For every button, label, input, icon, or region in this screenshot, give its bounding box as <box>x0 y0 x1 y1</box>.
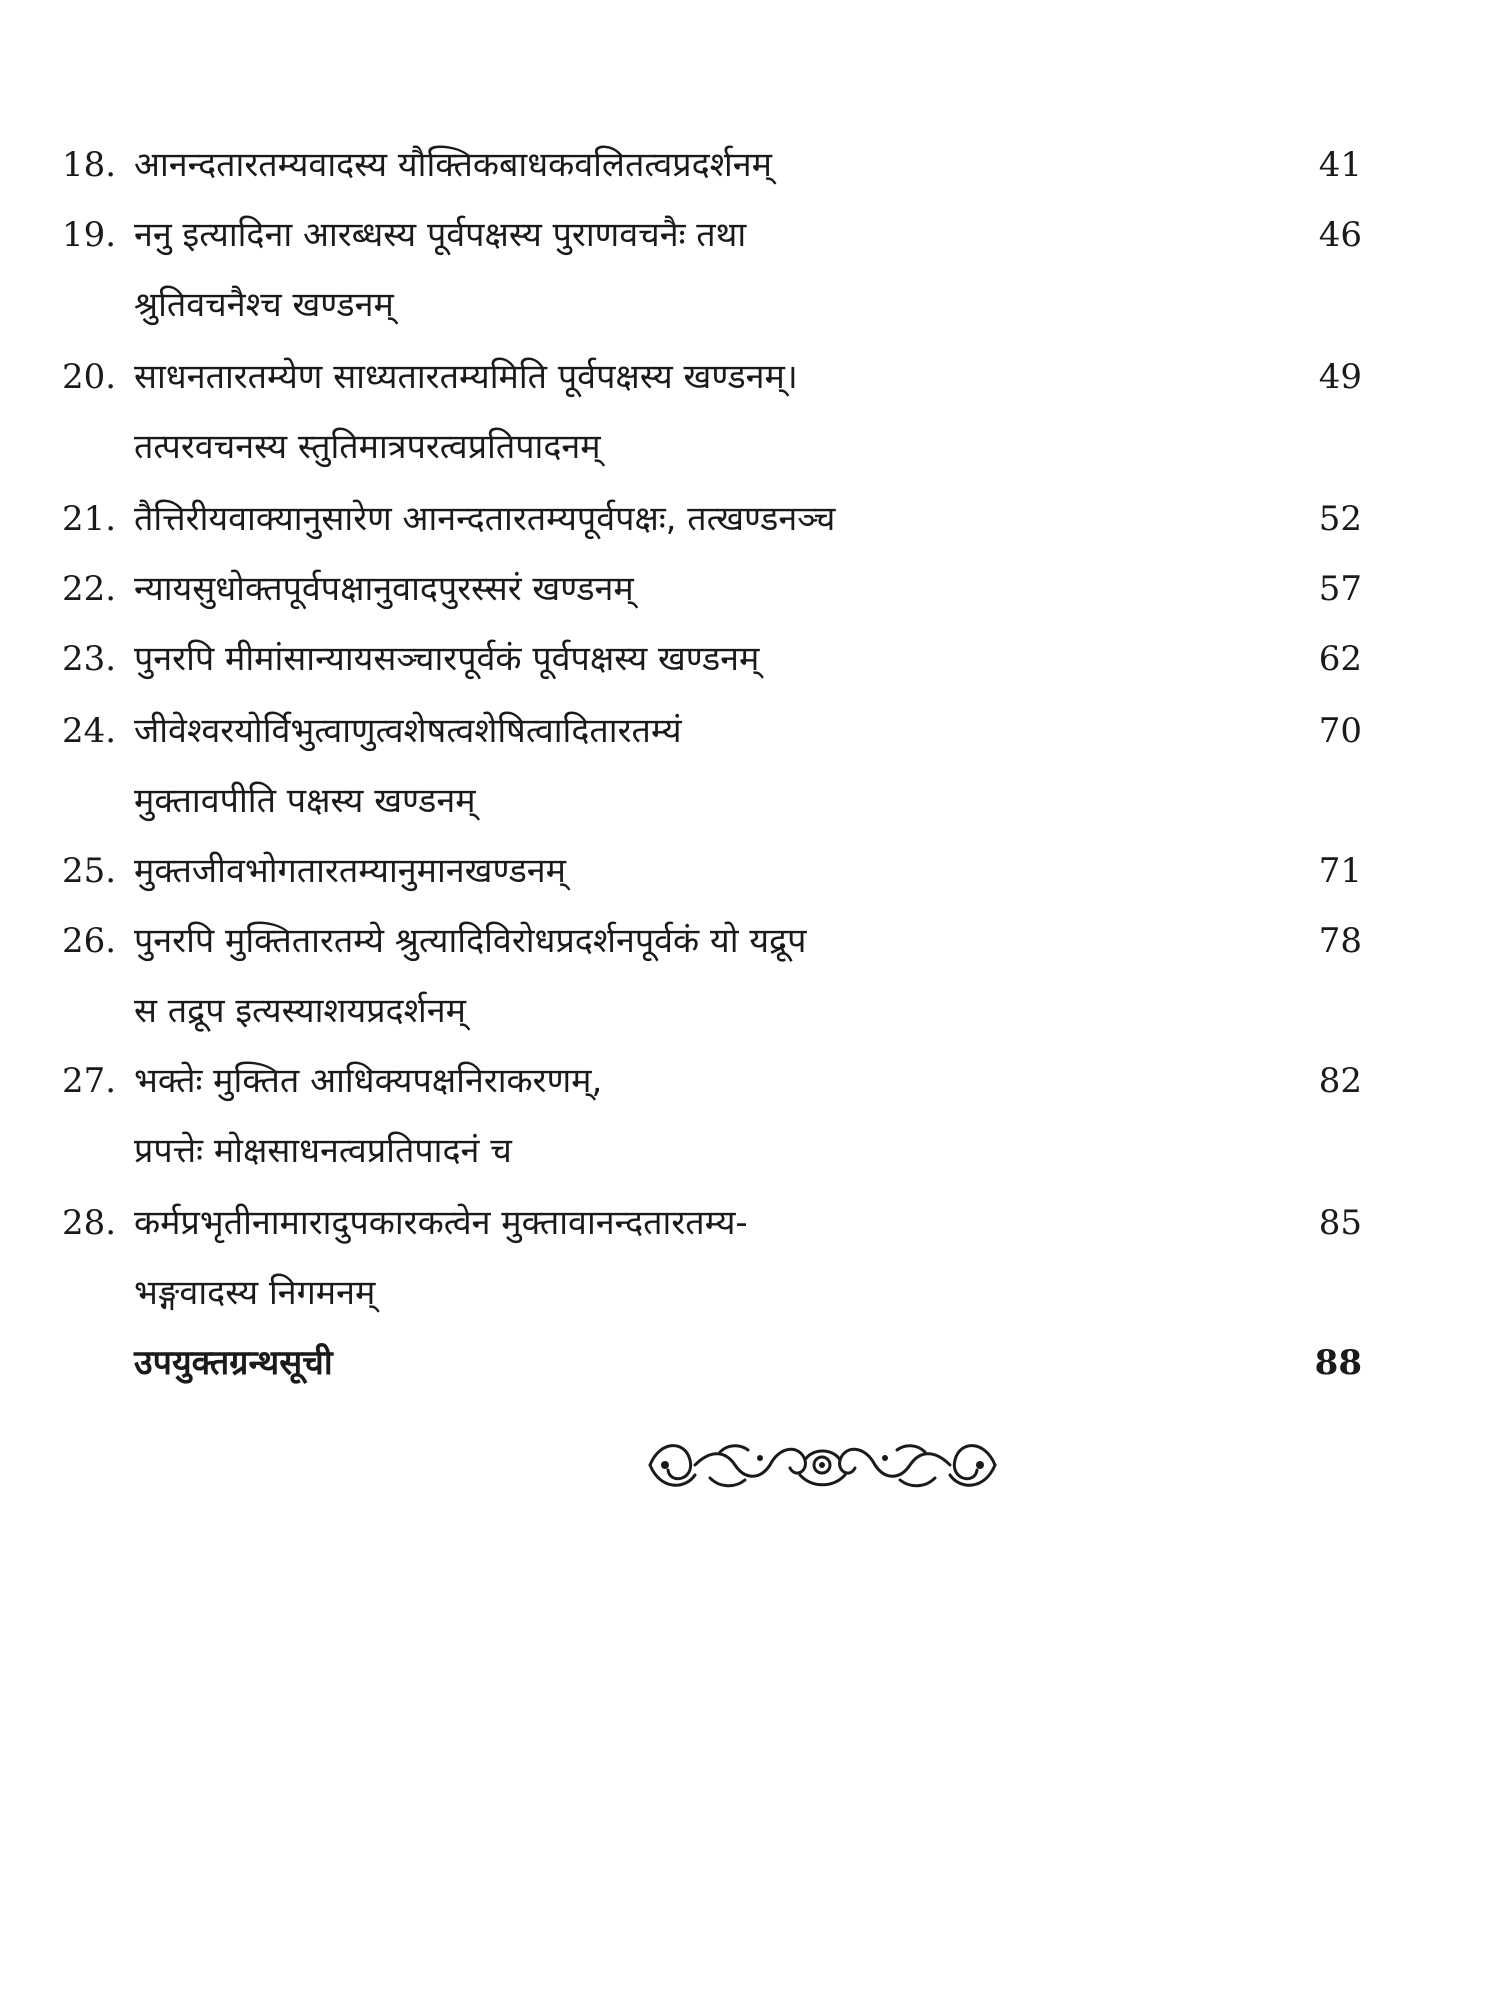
table-of-contents <box>62 140 1362 1388</box>
entry-title <box>134 140 1134 190</box>
entry-title <box>134 1056 1134 1176</box>
entry-page-number: 52 <box>1318 499 1362 539</box>
toc-entry-28 <box>62 1198 1362 1318</box>
bibliography-page-number: 88 <box>1314 1343 1362 1383</box>
entry-number: 20. <box>62 357 117 397</box>
entry-number: 25. <box>62 851 117 891</box>
toc-entry-24 <box>62 706 1362 826</box>
entry-title-line: पुनरपि मीमांसान्यायसञ्चारपूर्वकं पूर्वपक्षस्य खण्डनम् <box>134 639 760 679</box>
entry-title-line: स तद्रूप इत्यस्याशयप्रदर्शनम् <box>134 991 466 1031</box>
entry-page-number: 49 <box>1318 357 1362 397</box>
entry-title <box>134 210 1134 330</box>
toc-entry-21 <box>62 494 1362 544</box>
entry-title-line: भङ्गवादस्य निगमनम् <box>134 1273 376 1313</box>
toc-entry-22 <box>62 564 1362 614</box>
entry-page-number: 82 <box>1318 1061 1362 1101</box>
entry-title-line: तत्परवचनस्य स्तुतिमात्रपरत्वप्रतिपादनम् <box>134 427 601 467</box>
toc-entry-20 <box>62 352 1362 472</box>
entry-title-line: श्रुतिवचनैश्च खण्डनम् <box>134 285 394 325</box>
entry-title <box>134 706 1134 826</box>
entry-title <box>134 846 1134 896</box>
entry-page-number: 71 <box>1318 851 1362 891</box>
toc-entry-19 <box>62 210 1362 330</box>
entry-number: 21. <box>62 499 117 539</box>
entry-title-line: जीवेश्वरयोर्विभुत्वाणुत्वशेषत्वशेषित्वादितारतम्यं <box>134 711 682 751</box>
entry-title-line: ननु इत्यादिना आरब्धस्य पूर्वपक्षस्य पुराणवचनैः तथा <box>134 215 747 255</box>
floral-divider-ornament-icon <box>640 1430 1005 1500</box>
entry-number: 28. <box>62 1203 117 1243</box>
toc-entry-bibliography <box>62 1338 1362 1388</box>
entry-title-line: भक्तेः मुक्तित आधिक्यपक्षनिराकरणम्, <box>134 1061 603 1101</box>
entry-title <box>134 352 1134 472</box>
bibliography-label: उपयुक्तग्रन्थसूची <box>134 1343 333 1383</box>
entry-number: 18. <box>62 145 117 185</box>
entry-page-number: 78 <box>1318 921 1362 961</box>
entry-page-number: 57 <box>1318 569 1362 609</box>
toc-entry-23 <box>62 634 1362 684</box>
toc-entry-26 <box>62 916 1362 1036</box>
entry-title-line: मुक्तावपीति पक्षस्य खण्डनम् <box>134 781 476 821</box>
entry-page-number: 41 <box>1318 145 1362 185</box>
toc-entry-27 <box>62 1056 1362 1176</box>
entry-title-line: तैत्तिरीयवाक्यानुसारेण आनन्दतारतम्यपूर्वपक्षः, तत्खण्डनञ्च <box>134 499 836 539</box>
entry-number: 24. <box>62 711 117 751</box>
entry-number: 27. <box>62 1061 117 1101</box>
entry-number: 23. <box>62 639 117 679</box>
entry-page-number: 85 <box>1318 1203 1362 1243</box>
entry-number: 26. <box>62 921 117 961</box>
entry-title <box>134 1338 1134 1388</box>
entry-title-line: प्रपत्तेः मोक्षसाधनत्वप्रतिपादनं च <box>134 1131 512 1171</box>
entry-page-number: 46 <box>1318 215 1362 255</box>
entry-title <box>134 916 1134 1036</box>
entry-number: 22. <box>62 569 117 609</box>
entry-page-number: 70 <box>1318 711 1362 751</box>
entry-page-number: 62 <box>1318 639 1362 679</box>
toc-entry-18 <box>62 140 1362 190</box>
entry-number: 19. <box>62 215 117 255</box>
entry-title-line: पुनरपि मुक्तितारतम्ये श्रुत्यादिविरोधप्रदर्शनपूर्वकं यो यद्रूप <box>134 921 807 961</box>
entry-title-line: कर्मप्रभृतीनामारादुपकारकत्वेन मुक्तावानन्दतारतम्य- <box>134 1203 748 1243</box>
entry-title-line: मुक्तजीवभोगतारतम्यानुमानखण्डनम् <box>134 851 567 891</box>
entry-title-line: साधनतारतम्येण साध्यतारतम्यमिति पूर्वपक्षस्य खण्डनम्। <box>134 357 798 397</box>
entry-title <box>134 564 1134 614</box>
entry-title-line: आनन्दतारतम्यवादस्य यौक्तिकबाधकवलितत्वप्रदर्शनम् <box>134 145 773 185</box>
toc-entry-25 <box>62 846 1362 896</box>
entry-title <box>134 494 1134 544</box>
entry-title <box>134 1198 1134 1318</box>
entry-title-line: न्यायसुधोक्तपूर्वपक्षानुवादपुरस्सरं खण्डनम् <box>134 569 634 609</box>
entry-title <box>134 634 1134 684</box>
